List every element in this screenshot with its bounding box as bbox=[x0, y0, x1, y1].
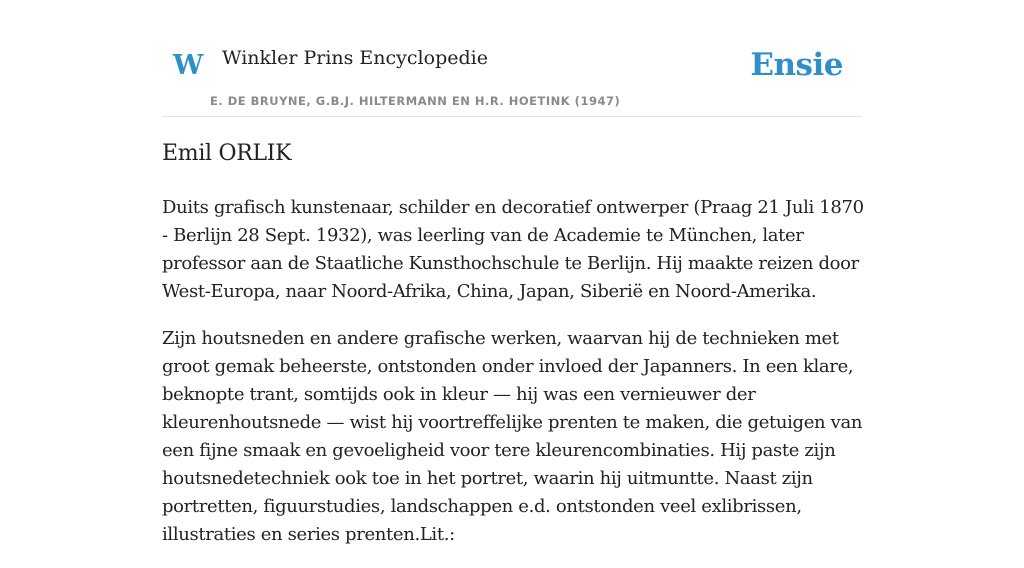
article bbox=[162, 138, 868, 568]
ensie-logo[interactable]: Ensie bbox=[750, 47, 843, 83]
winkler-prins-logo[interactable]: W bbox=[173, 50, 204, 81]
site-header bbox=[162, 0, 862, 117]
publication-title: Winkler Prins Encyclopedie bbox=[222, 47, 488, 69]
publication-authors: E. DE BRUYNE, G.B.J. HILTERMANN EN H.R. HOETINK (1947) bbox=[210, 94, 621, 108]
article-paragraph: Zijn houtsneden en andere grafische werken, waarvan hij de technieken met groot gemak beheerste, ontstonden onder invloed der Japanners. In een klare, beknopte trant, somtijds ook in kleur — hij was een vernieuwer der kleurenhoutsnede — wist hij voortreffelijke prenten te maken, die getuigen van een fijne smaak en gevoeligheid voor tere kleurencombinaties. Hij paste zijn houtsnedetechniek ook toe in het portret, waarin hij uitmuntte. Naast zijn portretten, figuurstudies, landschappen e.d. ontstonden veel exlibrissen, illustraties en series prenten.Lit.: bbox=[162, 328, 863, 545]
article-title: Emil ORLIK bbox=[162, 141, 292, 166]
article-paragraph: Duits grafisch kunstenaar, schilder en decoratief ontwerper (Praag 21 Juli 1870 - Berlijn 28 Sept. 1932), was leerling van de Academie te München, later professor aan de Staatliche Kunsthochschule te Berlijn. Hij maakte reizen door West-Europa, naar Noord-Afrika, China, Japan, Siberië en Noord-Amerika. bbox=[162, 197, 864, 302]
